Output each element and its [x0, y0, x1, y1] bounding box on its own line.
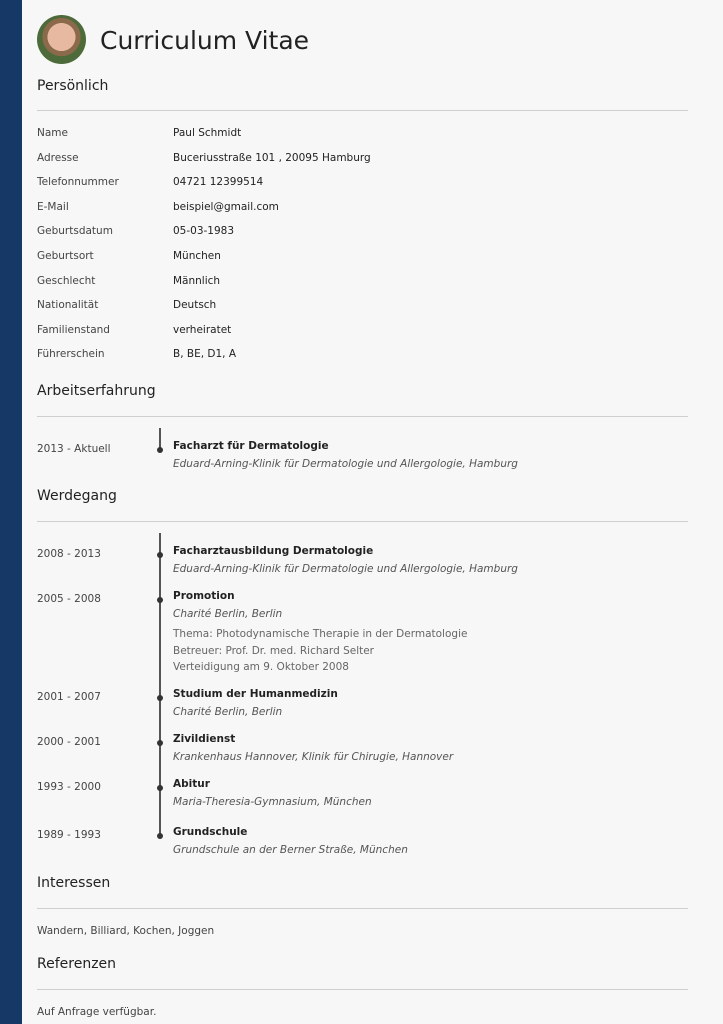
divider	[37, 416, 688, 417]
field-value: 05-03-1983	[173, 225, 235, 238]
page-title: Curriculum Vitae	[100, 26, 310, 55]
timeline-dot	[157, 740, 163, 746]
field-value: Deutsch	[173, 299, 217, 312]
field-value: 04721 12399514	[173, 176, 264, 189]
section-heading-interests: Interessen	[37, 875, 111, 891]
divider	[37, 521, 688, 522]
field-value: B, BE, D1, A	[173, 348, 237, 361]
entry-title: Grundschule	[173, 826, 248, 838]
timeline-dot	[157, 552, 163, 558]
entry-title: Promotion	[173, 590, 235, 602]
avatar	[37, 15, 86, 64]
field-label: E-Mail	[37, 200, 69, 213]
references-text: Auf Anfrage verfügbar.	[37, 1006, 157, 1018]
timeline-dot	[157, 695, 163, 701]
field-label: Führerschein	[37, 348, 105, 361]
field-value: verheiratet	[173, 323, 232, 336]
entry-detail: Betreuer: Prof. Dr. med. Richard Selter	[173, 644, 375, 657]
field-value: Paul Schmidt	[173, 127, 242, 139]
entry-period: 2008 - 2013	[37, 548, 101, 560]
section-heading-personal: Persönlich	[37, 78, 109, 94]
entry-place: Charité Berlin, Berlin	[173, 608, 283, 620]
field-value: Buceriusstraße 101 , 20095 Hamburg	[173, 151, 371, 164]
entry-title: Abitur	[173, 778, 210, 790]
entry-period: 1993 - 2000	[37, 781, 101, 793]
entry-period: 2013 - Aktuell	[37, 443, 111, 455]
timeline-dot	[157, 447, 163, 453]
entry-period: 2001 - 2007	[37, 691, 101, 703]
entry-place: Maria-Theresia-Gymnasium, München	[173, 796, 372, 808]
entry-place: Krankenhaus Hannover, Klinik für Chirugie, Hannover	[173, 751, 454, 763]
field-label: Geschlecht	[37, 274, 96, 287]
timeline-line	[159, 428, 161, 448]
entry-detail: Verteidigung am 9. Oktober 2008	[173, 661, 349, 673]
entry-title: Studium der Humanmedizin	[173, 688, 338, 700]
entry-place: Grundschule an der Berner Straße, München	[173, 844, 408, 856]
field-value: Männlich	[173, 274, 221, 287]
entry-period: 2005 - 2008	[37, 593, 101, 605]
field-label: Name	[37, 127, 68, 139]
timeline-dot	[157, 833, 163, 839]
entry-place: Eduard-Arning-Klinik für Dermatologie und Allergologie, Hamburg	[173, 458, 518, 470]
entry-period: 2000 - 2001	[37, 736, 101, 748]
divider	[37, 110, 688, 111]
section-heading-references: Referenzen	[37, 956, 117, 972]
divider	[37, 989, 688, 990]
field-label: Telefonnummer	[37, 176, 119, 189]
divider	[37, 908, 688, 909]
field-value: beispiel@gmail.com	[173, 200, 279, 213]
field-label: Nationalität	[37, 299, 99, 312]
entry-place: Eduard-Arning-Klinik für Dermatologie und Allergologie, Hamburg	[173, 563, 518, 575]
entry-title: Facharzt für Dermatologie	[173, 440, 329, 452]
field-label: Geburtsort	[37, 250, 94, 262]
side-accent-bar	[0, 0, 22, 1024]
field-label: Geburtsdatum	[37, 225, 113, 238]
field-label: Familienstand	[37, 323, 110, 336]
entry-period: 1989 - 1993	[37, 829, 101, 841]
section-heading-career: Werdegang	[37, 488, 117, 504]
timeline-dot	[157, 597, 163, 603]
entry-place: Charité Berlin, Berlin	[173, 706, 283, 718]
section-heading-work: Arbeitserfahrung	[37, 383, 156, 399]
entry-title: Facharztausbildung Dermatologie	[173, 545, 374, 557]
interests-text: Wandern, Billiard, Kochen, Joggen	[37, 925, 215, 937]
entry-detail: Thema: Photodynamische Therapie in der Dermatologie	[173, 628, 468, 640]
entry-title: Zivildienst	[173, 733, 236, 745]
field-label: Adresse	[37, 151, 79, 164]
timeline-dot	[157, 785, 163, 791]
field-value: München	[173, 250, 221, 262]
